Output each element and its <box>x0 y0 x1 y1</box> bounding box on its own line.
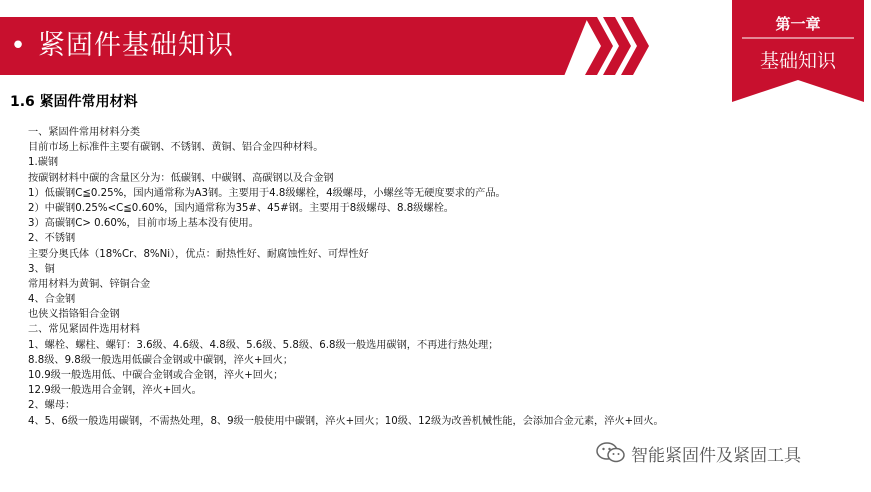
chapter-number: 第一章 <box>775 15 821 33</box>
content-line: 主要分奥氏体（18%Cr、8%Ni），优点：耐热性好、耐腐蚀性好、可焊性好 <box>28 248 369 260</box>
content-line: 一、紧固件常用材料分类 <box>28 127 141 138</box>
content-line: 12.9级一般选用合金钢，淬火+回火。 <box>28 385 202 397</box>
content-line: 2）中碳钢0.25%<C≦0.60%，国内通常称为35#、45#钢。主要用于8级螺母、8.8级螺栓。 <box>28 202 454 214</box>
content-line: 1、螺栓、螺柱、螺钉：3.6级、4.6级、4.8级、5.6级、5.8级、6.8级一般选用碳钢，不再进行热处理； <box>28 339 499 351</box>
content-line: 按碳钢材料中碳的含量区分为：低碳钢、中碳钢、高碳钢以及合金钢 <box>28 172 334 184</box>
content-line: 2、螺母： <box>28 400 76 412</box>
content-line: 10.9级一般选用低、中碳合金钢或合金钢，淬火+回火； <box>28 370 284 381</box>
content-line: 1.碳钢 <box>28 157 59 169</box>
page-title: 紧固件基础知识 <box>38 30 234 61</box>
chevron-decoration-icon <box>583 17 653 75</box>
content-line: 也侠义指铬钼合金钢 <box>28 309 120 321</box>
content-line: 4、合金钢 <box>28 294 76 306</box>
content-line: 目前市场上标准件主要有碳钢、不锈钢、黄铜、铝合金四种材料。 <box>28 142 324 154</box>
content-line: 3、铜 <box>28 263 55 275</box>
content-line: 2、不锈钢 <box>28 233 76 245</box>
content-line: 常用材料为黄铜、锌铜合金 <box>28 278 151 290</box>
title-bullet: • <box>10 31 26 61</box>
wechat-icon <box>596 442 626 464</box>
section-heading: 1.6 紧固件常用材料 <box>10 94 138 110</box>
content-line: 8.8级、9.8级一般选用低碳合金钢或中碳钢，淬火+回火； <box>28 354 294 366</box>
content-line: 4、5、6级一般选用碳钢，不需热处理，8、9级一般使用中碳钢，淬火+回火；10级、12级为改善机械性能，会添加合金元素，淬火+回火。 <box>28 415 664 427</box>
watermark-text: 智能紧固件及紧固工具 <box>631 445 801 466</box>
chapter-name: 基础知识 <box>759 50 836 72</box>
content-line: 3）高碳钢C> 0.60%，目前市场上基本没有使用。 <box>28 218 259 230</box>
content-line: 1）低碳钢C≦0.25%，国内通常称为A3钢。主要用于4.8级螺栓，4级螺母，小螺丝等无硬度要求的产品。 <box>28 187 506 199</box>
content-line: 二、常见紧固件选用材料 <box>28 324 141 336</box>
watermark <box>596 441 801 465</box>
content-body <box>28 125 858 429</box>
